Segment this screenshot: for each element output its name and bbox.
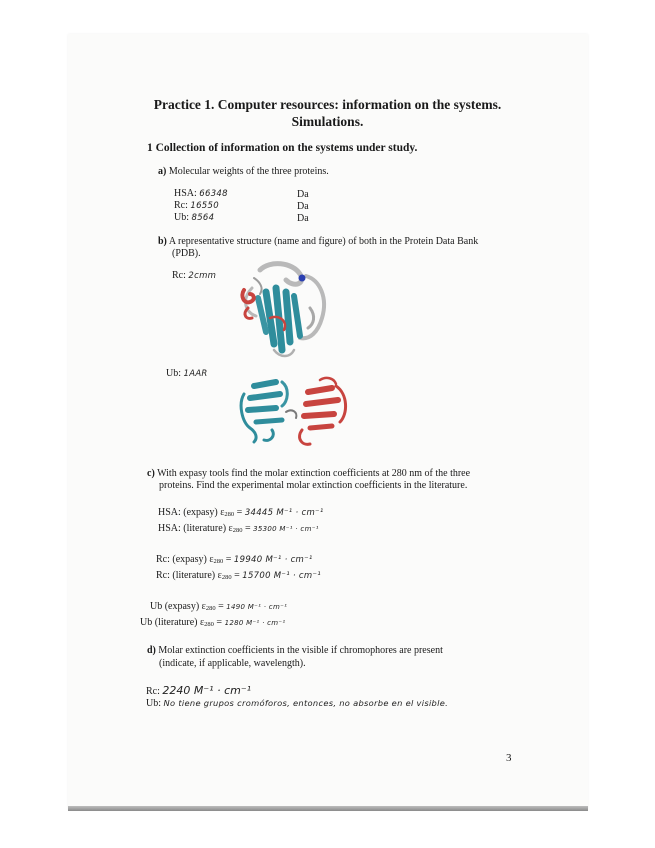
coef-value: 1490 M⁻¹ · cm⁻¹ [226,603,288,611]
question-c-label: c) [147,468,155,479]
equals-sign: = [218,601,224,612]
section-heading: 1 Collection of information on the systems under study. [147,142,418,154]
coef-label: Rc: (literature) ε [156,570,222,581]
rc-literature-line [156,570,321,581]
question-d-text: Molar extinction coefficients in the visible if chromophores are present [158,645,443,656]
question-b-text: A representative structure (name and figure) of both in the Protein Data Bank [168,236,479,247]
question-a-label: a) [158,166,167,177]
mw-name: Rc: [174,200,188,211]
coef-value: 35300 M⁻¹ · cm⁻¹ [253,525,319,533]
equals-sign: = [236,507,243,518]
ub-visible-line [146,698,448,709]
question-a [158,166,329,177]
ub-pdb-id: 1AAR [183,369,208,379]
question-a-text: Molecular weights of the three proteins. [168,166,329,177]
equals-sign: = [216,617,223,628]
coef-value: 19940 M⁻¹ · cm⁻¹ [233,555,313,565]
coef-subscript: 280 [204,621,214,628]
mw-value: 16550 [190,201,219,211]
rc-expasy-line [156,554,313,565]
mw-row-hsa [174,188,228,199]
question-c-text: With expasy tools find the molar extinction coefficients at 280 nm of the three [157,468,471,479]
question-c [147,468,470,479]
coef-label: HSA: (expasy) ε [158,507,225,518]
mw-name: HSA: [174,188,197,199]
mw-name: Ub: [174,212,189,223]
ub-protein-structure-image [236,372,360,450]
ub-visible-note: No tiene grupos cromóforos, entonces, no absorbe en el visible. [163,698,449,708]
rc-visible-line [146,684,251,697]
coef-value: 1280 M⁻¹ · cm⁻¹ [224,619,286,627]
ub-label: Ub: [146,698,161,709]
question-d [147,645,443,656]
rc-structure-label [172,270,216,281]
page-bottom-edge [68,806,588,811]
ub-structure-label [166,368,208,379]
coef-subscript: 280 [205,605,216,612]
coef-subscript: 280 [221,574,232,581]
rc-label: Rc: [172,270,186,281]
page-title: Practice 1. Computer resources: information on the systems. [153,97,502,112]
rc-label: Rc: [146,686,160,697]
hsa-literature-line [158,523,319,534]
equals-sign: = [244,523,251,534]
rc-visible-value: 2240 M⁻¹ · cm⁻¹ [162,684,252,697]
page-number: 3 [506,752,512,764]
hsa-expasy-line [158,507,324,518]
coef-label: Ub (expasy) ε [150,601,206,612]
mw-row-ub [174,212,214,223]
coef-subscript: 280 [213,558,224,565]
mw-unit: Da [297,201,309,212]
question-b-label: b) [158,236,167,247]
coef-subscript: 280 [232,527,243,534]
mw-unit: Da [297,213,309,224]
question-b [158,236,478,247]
mw-unit: Da [297,189,309,200]
coef-label: HSA: (literature) ε [158,523,233,534]
page-title-line2: Simulations. [291,114,364,129]
mw-row-rc [174,200,219,211]
question-d-label: d) [147,645,156,656]
ub-expasy-line [150,601,287,612]
rc-pdb-id: 2cmm [188,271,217,281]
ub-label: Ub: [166,368,181,379]
mw-value: 66348 [199,189,228,199]
question-d-text-cont: (indicate, if applicable, wavelength). [159,658,306,669]
coef-label: Ub (literature) ε [140,617,205,628]
equals-sign: = [234,570,240,581]
coef-value: 15700 M⁻¹ · cm⁻¹ [242,571,321,581]
ub-literature-line [140,617,286,628]
question-b-text-cont: (PDB). [172,248,201,259]
rc-protein-structure-image [230,258,340,362]
coef-subscript: 280 [224,511,235,518]
equals-sign: = [225,554,232,565]
coef-label: Rc: (expasy) ε [156,554,214,565]
question-c-text-cont: proteins. Find the experimental molar extinction coefficients in the literature. [159,480,468,491]
mw-value: 8564 [191,213,215,223]
coef-value: 34445 M⁻¹ · cm⁻¹ [244,508,324,518]
